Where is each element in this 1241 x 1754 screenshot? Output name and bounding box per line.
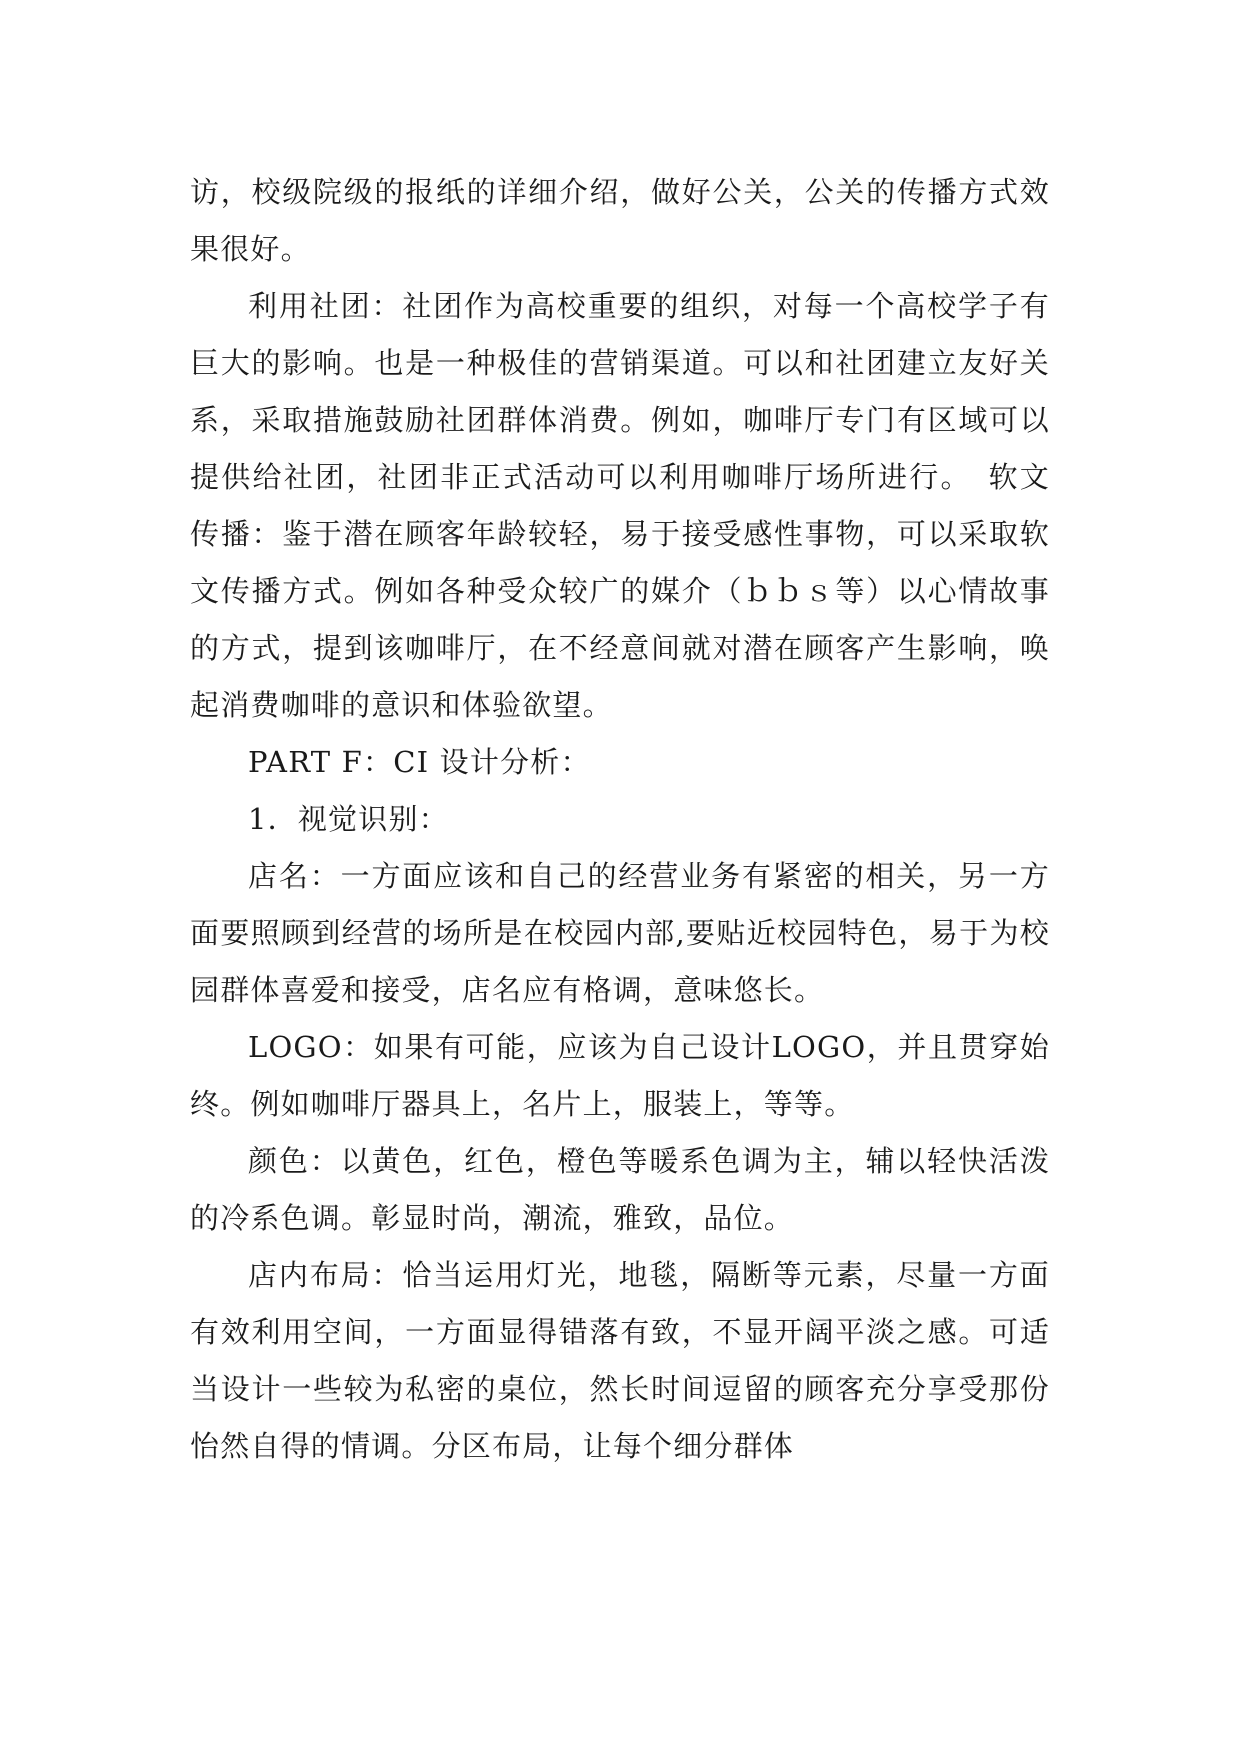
paragraph-pr-continuation: 访，校级院级的报纸的详细介绍，做好公关，公关的传播方式效果很好。 — [190, 175, 1050, 266]
paragraph-club-and-soft-marketing: 利用社团：社团作为高校重要的组织，对每一个高校学子有巨大的影响。也是一种极佳的营销渠道。可以和社团建立友好关系，采取措施鼓励社团群体消费。例如，咖啡厅专门有区域可以提供给社团，社团非正式活动可以利用咖啡厅场所进行。 软文传播：鉴于潜在顾客年龄较轻，易于接受感性事物，可以采取软文传播方式。例如各种受众较广的媒介（ｂｂｓ等）以心情故事的方式，提到该咖啡厅，在不经意间就对潜在顾客产生影响，唤起消费咖啡的意识和体验欲望。 — [190, 289, 1050, 722]
paragraph-store-layout: 店内布局：恰当运用灯光，地毯，隔断等元素，尽量一方面有效利用空间，一方面显得错落有致，不显开阔平淡之感。可适当设计一些较为私密的桌位，然长时间逗留的顾客充分享受那份怡然自得的情调。分区布局，让每个细分群体 — [190, 1258, 1050, 1463]
paragraph-logo: LOGO：如果有可能，应该为自己设计LOGO，并且贯穿始终。例如咖啡厅器具上，名片上，服装上，等等。 — [190, 1030, 1050, 1121]
section-heading-ci-design: PART F：CI 设计分析： — [248, 745, 591, 779]
document-body — [190, 164, 1050, 1475]
paragraph-store-name: 店名：一方面应该和自己的经营业务有紧密的相关，另一方面要照顾到经营的场所是在校园内部,要贴近校园特色，易于为校园群体喜爱和接受，店名应有格调，意味悠长。 — [190, 859, 1050, 1007]
subsection-heading-visual-identity: 1．视觉识别： — [248, 802, 449, 836]
paragraph-color: 颜色：以黄色，红色，橙色等暖系色调为主，辅以轻快活泼的冷系色调。彰显时尚，潮流，雅致，品位。 — [190, 1144, 1050, 1235]
